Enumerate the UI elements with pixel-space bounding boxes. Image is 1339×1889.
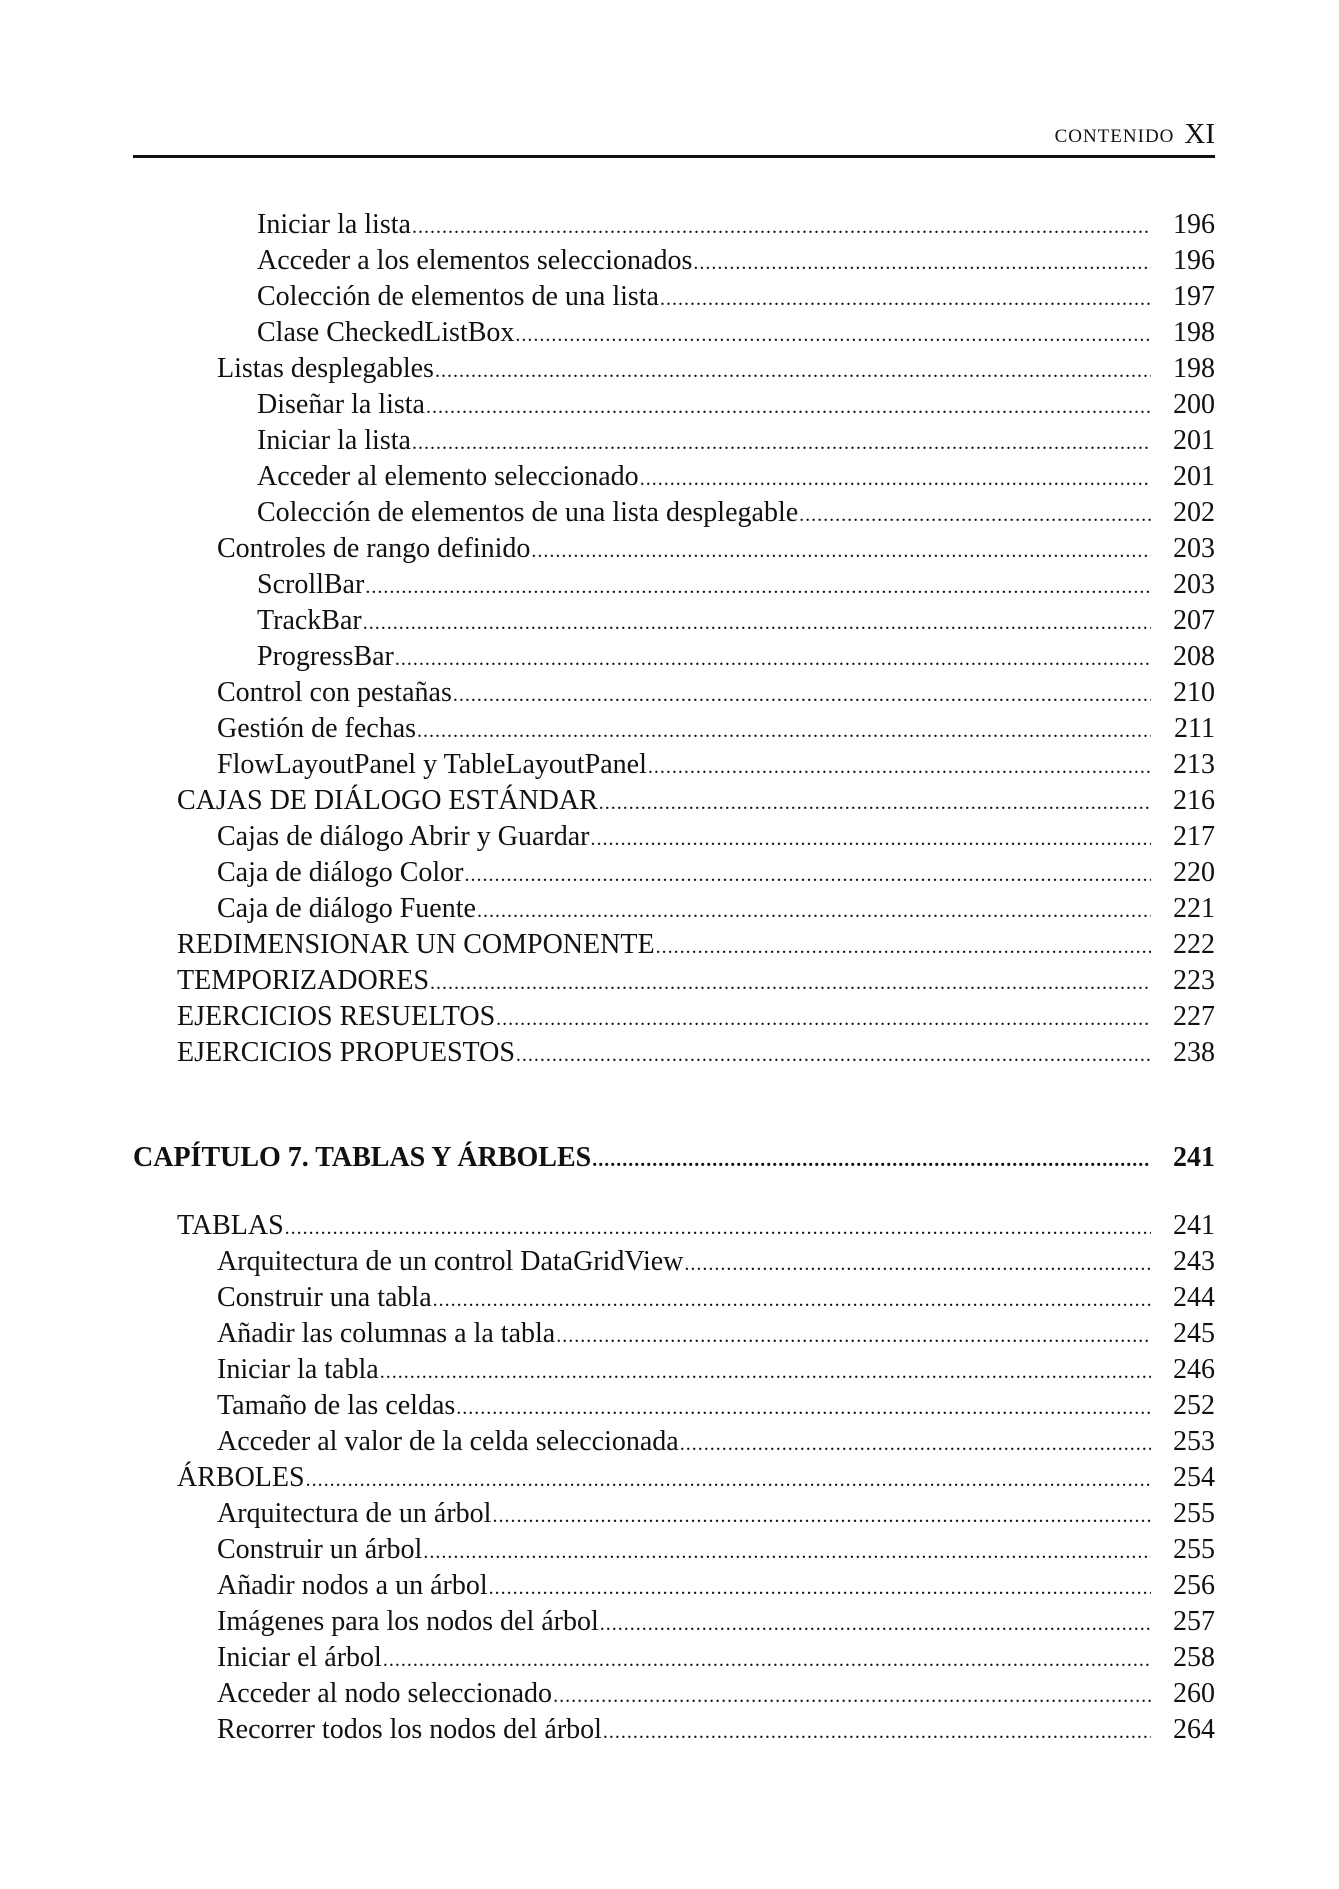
dot-leader <box>465 855 1151 893</box>
toc-entry-title: Añadir nodos a un árbol <box>217 1570 488 1601</box>
toc-entry <box>257 603 1215 639</box>
toc-entry <box>217 819 1215 855</box>
toc-entry-title: CAPÍTULO 7. TABLAS Y ÁRBOLES <box>133 1142 592 1173</box>
dot-leader <box>477 891 1151 929</box>
toc-entry <box>257 567 1215 603</box>
toc-entry-page: 201 <box>1173 425 1215 456</box>
toc-entry-title: Control con pestañas <box>217 677 452 708</box>
toc-entry-page: 252 <box>1173 1390 1215 1421</box>
toc-entry-page: 217 <box>1173 821 1215 852</box>
toc-entry-title: ScrollBar <box>257 569 365 600</box>
toc-entry-page: 253 <box>1173 1426 1215 1457</box>
toc-entry-title: Iniciar la tabla <box>217 1354 379 1385</box>
toc-entry-title: Imágenes para los nodos del árbol <box>217 1606 599 1637</box>
toc-entry-title: Construir un árbol <box>217 1534 423 1565</box>
toc-entry <box>217 351 1215 387</box>
toc-entry-title: Controles de rango definido <box>217 533 531 564</box>
toc-entry <box>177 1035 1215 1071</box>
dot-leader <box>599 783 1151 821</box>
dot-leader <box>363 603 1151 641</box>
dot-leader <box>799 495 1151 533</box>
toc-entry-title: CAJAS DE DIÁLOGO ESTÁNDAR <box>177 785 598 816</box>
toc-entry-title: Construir una tabla <box>217 1282 432 1313</box>
toc-entry <box>257 315 1215 351</box>
toc-entry-title: Arquitectura de un control DataGridView <box>217 1246 684 1277</box>
toc-entry <box>217 1388 1215 1424</box>
toc-entry <box>257 423 1215 459</box>
toc-entry-title: Cajas de diálogo Abrir y Guardar <box>217 821 590 852</box>
toc-entry-page: 202 <box>1173 497 1215 528</box>
toc-entry-title: Caja de diálogo Fuente <box>217 893 476 924</box>
toc-entry-title: Iniciar el árbol <box>217 1642 382 1673</box>
page-number: XI <box>1184 118 1215 150</box>
dot-leader <box>492 1496 1151 1534</box>
dot-leader <box>496 999 1151 1037</box>
toc-entry <box>177 963 1215 999</box>
toc-entry-title: FlowLayoutPanel y TableLayoutPanel <box>217 749 647 780</box>
toc-entry-title: TEMPORIZADORES <box>177 965 430 996</box>
toc-entry-title: Recorrer todos los nodos del árbol <box>217 1714 602 1745</box>
toc-entry-page: 238 <box>1173 1037 1215 1068</box>
toc-entry <box>257 495 1215 531</box>
toc-entry-page: 220 <box>1173 857 1215 888</box>
dot-leader <box>456 1388 1151 1426</box>
toc-entry <box>177 783 1215 819</box>
running-header-title: CONTENIDO <box>1054 126 1175 147</box>
toc-entry <box>177 999 1215 1035</box>
dot-leader <box>380 1352 1151 1390</box>
dot-leader <box>515 315 1151 353</box>
toc-entry-page: 257 <box>1173 1606 1215 1637</box>
toc-entry-page: 203 <box>1173 533 1215 564</box>
toc-entry-title: Arquitectura de un árbol <box>217 1498 492 1529</box>
toc-entry-page: 213 <box>1173 749 1215 780</box>
toc-entry-page: 254 <box>1173 1462 1215 1493</box>
toc-entry-title: REDIMENSIONAR UN COMPONENTE <box>177 929 655 960</box>
toc-entry-title: TrackBar <box>257 605 362 636</box>
toc-entry <box>217 1640 1215 1676</box>
toc-entry-page: 245 <box>1173 1318 1215 1349</box>
toc-entry-page: 246 <box>1173 1354 1215 1385</box>
dot-leader <box>453 675 1151 713</box>
toc-entry <box>257 459 1215 495</box>
toc-entry <box>177 1208 1215 1244</box>
toc-entry-title: Colección de elementos de una lista desplegable <box>257 497 799 528</box>
toc-entry-title: EJERCICIOS RESUELTOS <box>177 1001 496 1032</box>
toc-entry-title: ÁRBOLES <box>177 1462 305 1493</box>
toc-entry <box>257 243 1215 279</box>
toc-entry <box>217 675 1215 711</box>
toc-entry <box>257 639 1215 675</box>
toc-entry-page: 260 <box>1173 1678 1215 1709</box>
toc-entry <box>217 1496 1215 1532</box>
toc-entry-page: 196 <box>1173 245 1215 276</box>
toc-entry-page: 255 <box>1173 1534 1215 1565</box>
dot-leader <box>417 711 1151 749</box>
toc-entry <box>217 1568 1215 1604</box>
dot-leader <box>435 351 1151 389</box>
toc-entry-title: Acceder al elemento seleccionado <box>257 461 639 492</box>
dot-leader <box>395 639 1151 677</box>
dot-leader <box>556 1316 1151 1354</box>
toc-entry-title: Iniciar la lista <box>257 209 411 240</box>
toc-entry-page: 221 <box>1173 893 1215 924</box>
toc-entry-page: 207 <box>1173 605 1215 636</box>
toc-entry <box>217 1712 1215 1748</box>
dot-leader <box>430 963 1151 1001</box>
toc-entry <box>217 1244 1215 1280</box>
dot-leader <box>592 1140 1151 1178</box>
toc-entry-page: 264 <box>1173 1714 1215 1745</box>
toc-entry-title: EJERCICIOS PROPUESTOS <box>177 1037 515 1068</box>
running-header <box>133 118 1215 158</box>
toc-entry-page: 211 <box>1174 713 1215 744</box>
toc-entry-title: Colección de elementos de una lista <box>257 281 659 312</box>
toc-entry-page: 198 <box>1173 353 1215 384</box>
toc-chapter-entry <box>133 1140 1215 1176</box>
toc-entry-page: 216 <box>1173 785 1215 816</box>
toc-entry-page: 196 <box>1173 209 1215 240</box>
dot-leader <box>648 747 1151 785</box>
dot-leader <box>680 1424 1151 1462</box>
toc-entry-page: 222 <box>1173 929 1215 960</box>
toc-entry <box>217 1676 1215 1712</box>
toc-entry-page: 243 <box>1173 1246 1215 1277</box>
dot-leader <box>693 243 1151 281</box>
toc-entry-page: 197 <box>1173 281 1215 312</box>
toc-entry-page: 241 <box>1173 1210 1215 1241</box>
toc-entry-page: 255 <box>1173 1498 1215 1529</box>
toc-entry <box>217 1532 1215 1568</box>
dot-leader <box>306 1460 1151 1498</box>
toc-entry <box>217 1316 1215 1352</box>
toc-entry <box>217 855 1215 891</box>
dot-leader <box>489 1568 1151 1606</box>
toc-entry-title: Acceder al nodo seleccionado <box>217 1678 553 1709</box>
dot-leader <box>660 279 1151 317</box>
dot-leader <box>531 531 1151 569</box>
toc-entry <box>177 1460 1215 1496</box>
toc-entry-title: Añadir las columnas a la tabla <box>217 1318 556 1349</box>
toc-entry-page: 227 <box>1173 1001 1215 1032</box>
toc-entry <box>217 747 1215 783</box>
dot-leader <box>656 927 1151 965</box>
toc-entry <box>257 279 1215 315</box>
dot-leader <box>433 1280 1151 1318</box>
dot-leader <box>383 1640 1151 1678</box>
dot-leader <box>603 1712 1151 1750</box>
dot-leader <box>423 1532 1151 1570</box>
toc-entry <box>217 891 1215 927</box>
toc-entry-page: 256 <box>1173 1570 1215 1601</box>
toc-entry-page: 201 <box>1173 461 1215 492</box>
toc-entry <box>177 927 1215 963</box>
toc-entry-title: Tamaño de las celdas <box>217 1390 456 1421</box>
toc-entry-title: Listas desplegables <box>217 353 434 384</box>
toc-entry-page: 223 <box>1173 965 1215 996</box>
toc-entry-title: Acceder al valor de la celda seleccionada <box>217 1426 679 1457</box>
toc-entry-title: Iniciar la lista <box>257 425 411 456</box>
dot-leader <box>590 819 1151 857</box>
toc-entry-title: TABLAS <box>177 1210 284 1241</box>
toc-entry-title: Caja de diálogo Color <box>217 857 464 888</box>
toc-entry-page: 208 <box>1173 641 1215 672</box>
dot-leader <box>285 1208 1151 1246</box>
toc-entry-title: Acceder a los elementos seleccionados <box>257 245 693 276</box>
dot-leader <box>600 1604 1151 1642</box>
toc-entry <box>217 531 1215 567</box>
toc-entry-page: 198 <box>1173 317 1215 348</box>
toc-entry <box>257 207 1215 243</box>
toc-entry-page: 203 <box>1173 569 1215 600</box>
toc-entry <box>217 1280 1215 1316</box>
dot-leader <box>412 423 1151 461</box>
toc-entry-title: Clase CheckedListBox <box>257 317 515 348</box>
dot-leader <box>412 207 1151 245</box>
dot-leader <box>553 1676 1151 1714</box>
toc-entry-title: Gestión de fechas <box>217 713 417 744</box>
dot-leader <box>684 1244 1151 1282</box>
dot-leader <box>426 387 1151 425</box>
toc-entry <box>257 387 1215 423</box>
toc-entry <box>217 1352 1215 1388</box>
toc-entry <box>217 1424 1215 1460</box>
dot-leader <box>365 567 1151 605</box>
toc-entry-page: 258 <box>1173 1642 1215 1673</box>
dot-leader <box>516 1035 1151 1073</box>
toc-entry-title: ProgressBar <box>257 641 394 672</box>
dot-leader <box>640 459 1151 497</box>
toc-entry <box>217 711 1215 747</box>
toc-entry-page: 210 <box>1173 677 1215 708</box>
toc-entry-page: 200 <box>1173 389 1215 420</box>
toc-entry-page: 244 <box>1173 1282 1215 1313</box>
toc-entry-title: Diseñar la lista <box>257 389 425 420</box>
toc-entry <box>217 1604 1215 1640</box>
toc-entry-page: 241 <box>1173 1142 1215 1173</box>
